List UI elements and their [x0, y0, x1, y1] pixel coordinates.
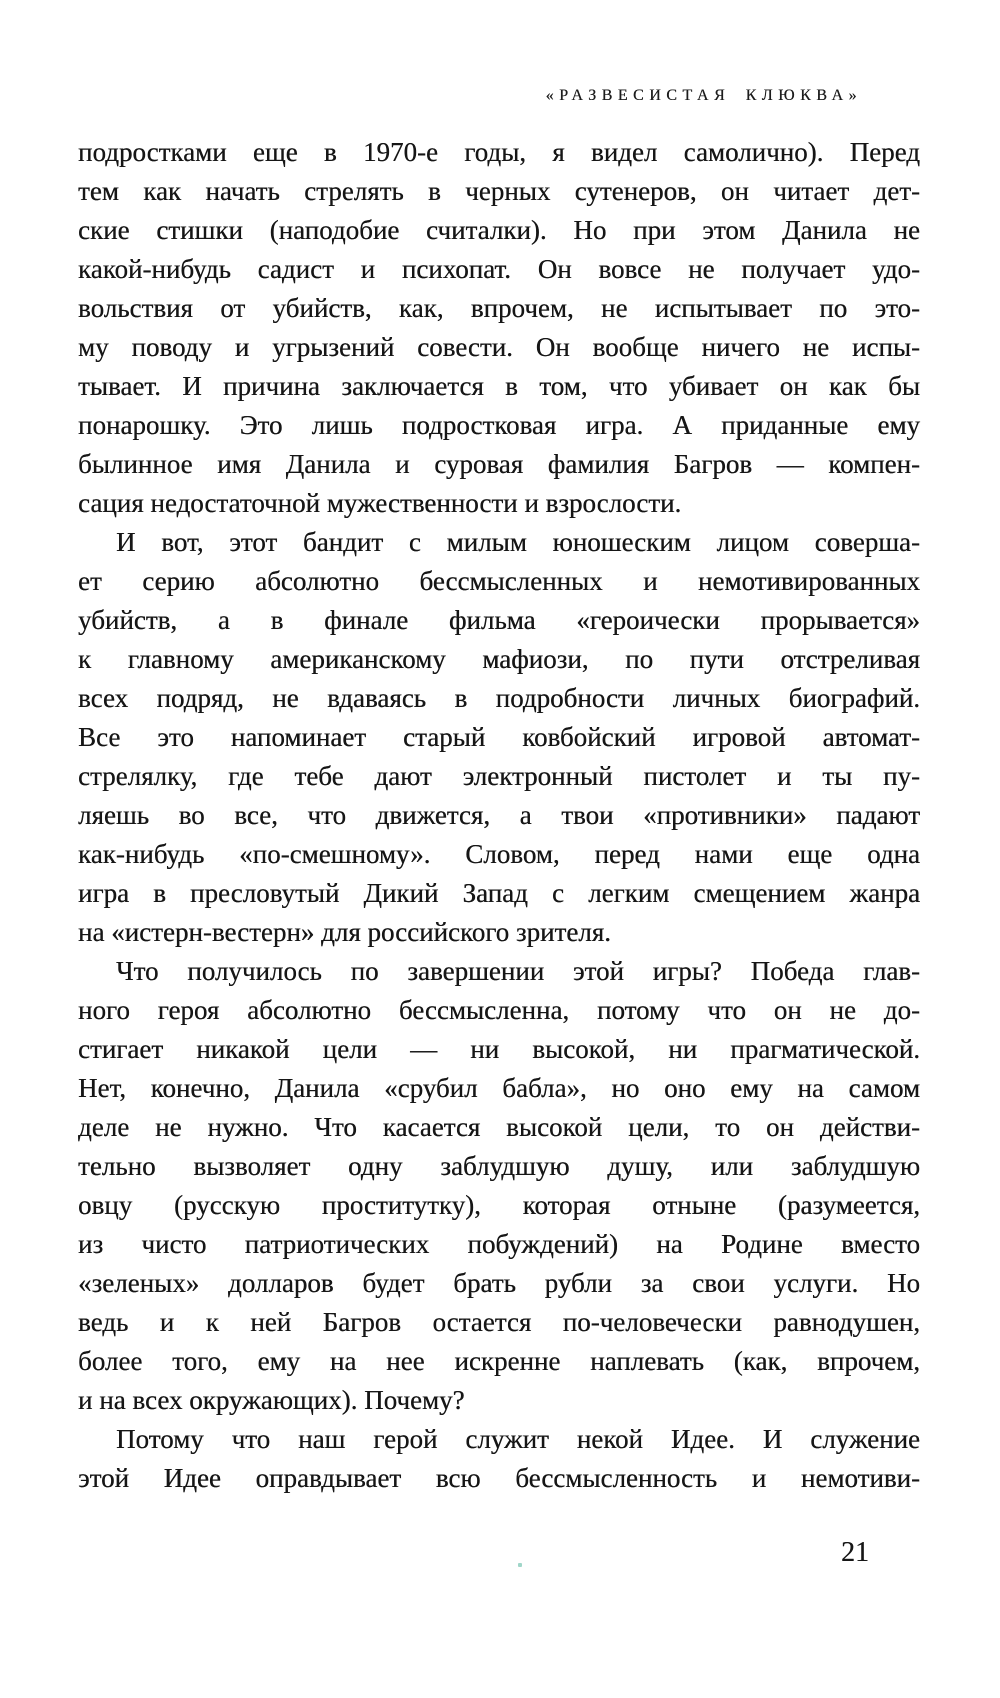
text-line: ляешь во все, что движется, а твои «противники» падают	[78, 800, 920, 830]
text-line: стрелялку, где тебе дают электронный пистолет и ты пу-	[78, 761, 920, 791]
text-line: стигает никакой цели — ни высокой, ни прагматической.	[78, 1034, 920, 1064]
text-line: как-нибудь «по-смешному». Словом, перед нами еще одна	[78, 839, 920, 869]
text-line: ведь и к ней Багров остается по-человечески равнодушен,	[78, 1307, 920, 1337]
text-line: «зеленых» долларов будет брать рубли за свои услуги. Но	[78, 1268, 920, 1298]
text-line: деле не нужно. Что касается высокой цели, то он действи-	[78, 1112, 920, 1142]
text-line: Потому что наш герой служит некой Идее. И служение	[116, 1424, 920, 1454]
text-line: тельно вызволяет одну заблудшую душу, или заблудшую	[78, 1151, 920, 1181]
text-line: му поводу и угрызений совести. Он вообще ничего не испы-	[78, 332, 920, 362]
text-line: тывает. И причина заключается в том, что убивает он как бы	[78, 371, 920, 401]
text-line: всех подряд, не вдаваясь в подробности личных биографий.	[78, 683, 920, 713]
running-header: «РАЗВЕСИСТАЯ КЛЮКВА»	[545, 87, 862, 104]
text-line: убийств, а в финале фильма «героически прорывается»	[78, 605, 920, 635]
text-line: ного героя абсолютно бессмысленна, потому что он не до-	[78, 995, 920, 1025]
text-line: подростками еще в 1970-е годы, я видел самолично). Перед	[78, 137, 920, 167]
text-line: овцу (русскую проститутку), которая отныне (разумеется,	[78, 1190, 920, 1220]
text-line: какой-нибудь садист и психопат. Он вовсе не получает удо-	[78, 254, 920, 284]
text-line: Что получилось по завершении этой игры? Победа глав-	[116, 956, 920, 986]
text-line: понарошку. Это лишь подростковая игра. А приданные ему	[78, 410, 920, 440]
text-line: к главному американскому мафиози, по пути отстреливая	[78, 644, 920, 674]
text-line: и на всех окружающих). Почему?	[78, 1385, 465, 1415]
text-line: вольствия от убийств, как, впрочем, не испытывает по это-	[78, 293, 920, 323]
page-number: 21	[841, 1537, 869, 1568]
text-line: более того, ему на нее искренне наплевать (как, впрочем,	[78, 1346, 920, 1376]
text-line: этой Идее оправдывает всю бессмысленность и немотиви-	[78, 1463, 920, 1493]
text-line: Нет, конечно, Данила «срубил бабла», но оно ему на самом	[78, 1073, 920, 1103]
text-line: ские стишки (наподобие считалки). Но при этом Данила не	[78, 215, 920, 245]
text-line: из чисто патриотических побуждений) на Родине вместо	[78, 1229, 920, 1259]
text-line: сация недостаточной мужественности и взрослости.	[78, 488, 682, 518]
text-line: И вот, этот бандит с милым юношеским лицом соверша-	[116, 527, 920, 557]
text-line: былинное имя Данила и суровая фамилия Багров — компен-	[78, 449, 920, 479]
text-line: на «истерн-вестерн» для российского зрителя.	[78, 917, 611, 947]
text-line: ет серию абсолютно бессмысленных и немотивированных	[78, 566, 920, 596]
text-line: тем как начать стрелять в черных сутенеров, он читает дет-	[78, 176, 920, 206]
body-text	[78, 133, 920, 1498]
scan-speck	[518, 1563, 522, 1567]
text-line: Все это напоминает старый ковбойский игровой автомат-	[78, 722, 920, 752]
text-line: игра в пресловутый Дикий Запад с легким смещением жанра	[78, 878, 920, 908]
